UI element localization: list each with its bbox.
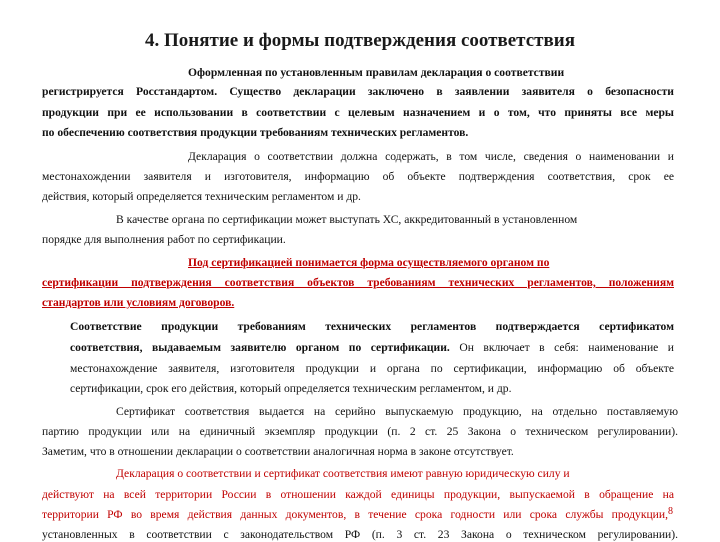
para3-line2: порядке для выполнения работ по сертификации.	[42, 233, 286, 246]
para7-line4: установленных в соответствии с законодательством РФ (п. 3 ст. 23 Закона о техническом регулировании).	[42, 528, 678, 541]
para4-line2: сертификации подтверждения соответствия объектов требованиям технических регламентов, положениям	[42, 276, 674, 289]
para4-line3: стандартов или условиям договоров.	[42, 296, 235, 309]
para1-line2: регистрируется Росстандартом. Существо декларации заключено в заявлении заявителя о безопасности	[42, 85, 674, 98]
para6-line2: партию продукции или на единичный экземпляр продукции (п. 2 ст. 25 Закона о техническом регулировании).	[42, 425, 678, 438]
para6-line1: Сертификат соответствия выдается на серийно выпускаемую продукцию, на отдельно поставляемую	[116, 405, 678, 418]
para5-line1: Соответствие продукции требованиям технических регламентов подтверждается сертификатом	[70, 320, 674, 333]
para7-line1: Декларация о соответствии и сертификат соответствия имеют равную юридическую силу и	[116, 467, 570, 480]
para2-line3: действия, который определяется техническим регламентом и др.	[42, 190, 361, 203]
para3-line1: В качестве органа по сертификации может выступать ХС, аккредитованный в установленном	[116, 213, 578, 226]
para5-line4: сертификации, срок его действия, который определяется техническим регламентом, и др.	[70, 382, 512, 395]
para5-line3: местонахождение заявителя, изготовителя продукции и органа по сертификации, информацию об объекте	[70, 362, 674, 375]
para7-line3: территории РФ во время действия данных документов, в течение срока годности или срока службы продукции,	[42, 508, 668, 521]
para5-line2	[70, 341, 674, 355]
para4-line1: Под сертификацией понимается форма осуществляемого органом по	[188, 256, 550, 269]
para2-line1: Декларация о соответствии должна содержать, в том числе, сведения о наименовании и	[188, 150, 674, 163]
slide-number: 8	[668, 506, 673, 517]
para2-line2: местонахождении заявителя и изготовителя, информацию об объекте подтверждения соответствия, срок ее	[42, 170, 674, 183]
page-title: 4. Понятие и формы подтверждения соответствия	[145, 30, 575, 51]
para1-line1: Оформленная по установленным правилам декларация о соответствии	[188, 66, 565, 79]
para5-line2-bold: соответствия, выдаваемым заявителю органом по сертификации.	[70, 341, 450, 354]
para7-line2: действуют на всей территории России в отношении каждой единицы продукции, выпускаемой в обращение на	[42, 488, 674, 501]
para6-line3: Заметим, что в отношении декларации о соответствии аналогичная норма в законе отсутствует.	[42, 445, 514, 458]
para1-line4: по обеспечению соответствия продукции требованиям технических регламентов.	[42, 126, 469, 139]
para5-line2-rest: Он включает в себя: наименование и	[449, 341, 674, 354]
para1-line3: продукции при ее использовании в соответствии с целевым назначением и о том, что приняты все меры	[42, 106, 674, 119]
